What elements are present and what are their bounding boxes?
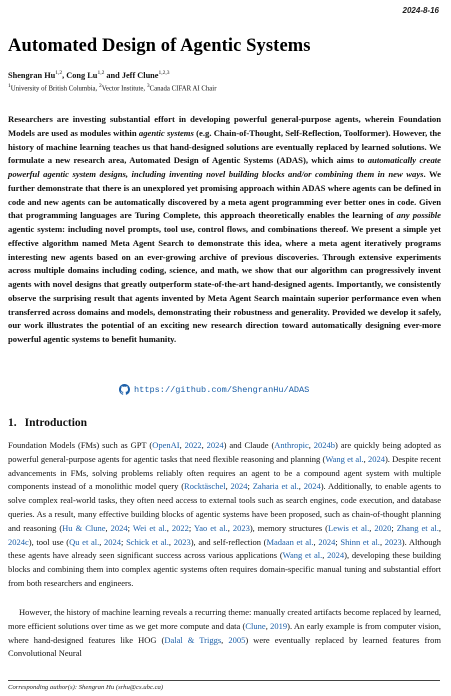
citation-link[interactable]: OpenAI bbox=[152, 440, 180, 450]
body-text: ; bbox=[188, 522, 194, 533]
body-text: ) were eventually replaced by learned features from Convolutional Neural bbox=[8, 634, 441, 659]
abstract-emphasis: automatically create powerful agentic system designs, including inventing novel building blocks and/or combining them in new ways bbox=[8, 155, 441, 179]
body-text: ; bbox=[127, 522, 133, 533]
citation-link[interactable]: 2024 bbox=[367, 453, 385, 464]
body-text: However, the history of machine learning reveals a recurring theme: manually created artifacts become replaced by learned, more efficient solutions over time as we get more compute and data ( bbox=[8, 607, 441, 631]
body-text: ), tool use ( bbox=[28, 536, 70, 547]
citation-link[interactable]: Wang et al. bbox=[282, 550, 323, 561]
author-name: Jeff Clune bbox=[121, 70, 159, 80]
corresponding-author-note: Corresponding author(s): Shengran Hu (srhu@cs.ubc.ca) bbox=[8, 684, 164, 691]
body-text: , bbox=[105, 522, 111, 533]
citation-link[interactable]: 2019 bbox=[270, 620, 288, 631]
citation-link[interactable]: 2023 bbox=[173, 536, 191, 547]
body-text: , bbox=[308, 440, 314, 450]
author-name: Cong Lu bbox=[66, 70, 98, 80]
repo-url[interactable]: https://github.com/ShengranHu/ADAS bbox=[134, 384, 310, 395]
citation-link[interactable]: Shinn et al. bbox=[340, 536, 380, 547]
citation-link[interactable]: Schick et al. bbox=[126, 536, 169, 547]
body-text: , bbox=[265, 620, 271, 631]
affiliation: University of British Columbia bbox=[10, 85, 96, 93]
citation-link[interactable]: 2024 bbox=[327, 550, 345, 561]
citation-link[interactable]: 2024 bbox=[110, 522, 128, 533]
citation-link[interactable]: Zhang et al. bbox=[396, 522, 439, 533]
body-text: , bbox=[322, 550, 328, 561]
footer-divider bbox=[8, 680, 440, 681]
body-text: , bbox=[201, 440, 207, 450]
body-text: ), memory structures ( bbox=[249, 522, 329, 533]
citation-link[interactable]: 2023 bbox=[384, 536, 402, 547]
date-stamp: 2024-8-16 bbox=[402, 6, 439, 15]
citation-link[interactable]: Anthropic bbox=[274, 440, 309, 450]
abstract-text: (e.g. Chain-of-Thought, Self-Reflection, Toolformer). However, the history of machine learning teaches us that hand-designed solutions are eventually replaced by learned solutions. We formulate a new research area, Automated Design of Agentic Systems (ADAS), which aims to bbox=[8, 127, 441, 166]
body-text: , bbox=[313, 536, 319, 547]
citation-link[interactable]: Wei et al. bbox=[132, 522, 167, 533]
body-text: ; bbox=[121, 536, 127, 547]
body-text: , bbox=[225, 481, 231, 492]
body-text: , bbox=[179, 440, 185, 450]
citation-link[interactable]: 2024 bbox=[303, 481, 321, 492]
body-text: , bbox=[363, 453, 368, 464]
body-text: , bbox=[298, 481, 304, 492]
citation-link[interactable]: 2022 bbox=[184, 440, 202, 450]
affiliation-list: $^1$University of British Columbia, $^2$Vector Institute, $^3$Canada CIFAR AI Chair bbox=[8, 83, 217, 93]
affil-sup: 2 bbox=[98, 83, 102, 89]
intro-paragraph-1 bbox=[8, 439, 441, 591]
body-text: ; bbox=[247, 481, 253, 492]
body-text: ). An early example is from computer vision, where hand-designed features like HOG ( bbox=[8, 620, 442, 645]
affil-sup: 3 bbox=[146, 83, 150, 89]
body-text: , bbox=[379, 536, 385, 547]
body-text: ), and self-reflection ( bbox=[190, 536, 267, 547]
body-text: , bbox=[166, 522, 172, 533]
intro-paragraph-2 bbox=[8, 606, 441, 661]
citation-link[interactable]: Zaharia et al. bbox=[252, 481, 299, 492]
body-text: ; bbox=[335, 536, 341, 547]
body-text: Foundation Models (FMs) such as GPT ( bbox=[8, 440, 153, 450]
repo-link[interactable] bbox=[119, 384, 309, 395]
citation-link[interactable]: 2024 bbox=[318, 536, 336, 547]
citation-link[interactable]: Dalal & Triggs bbox=[164, 634, 222, 645]
body-text: ) and Claude ( bbox=[223, 440, 275, 450]
paper-title: Automated Design of Agentic Systems bbox=[8, 36, 311, 56]
citation-link[interactable]: 2005 bbox=[228, 634, 246, 645]
section-title: Introduction bbox=[24, 417, 88, 429]
body-text: , bbox=[369, 522, 375, 533]
abstract-text: Researchers are investing substantial effort in developing powerful general-purpose agents, wherein Foundation Models are used as modules within bbox=[8, 114, 441, 138]
citation-link[interactable]: 2020 bbox=[374, 522, 392, 533]
author-affil-sup: 1,2 bbox=[97, 70, 105, 76]
body-text: ; bbox=[391, 522, 397, 533]
abstract-emphasis: agentic systems bbox=[138, 127, 194, 138]
citation-link[interactable]: 2024c bbox=[8, 536, 29, 547]
citation-link[interactable]: 2024 bbox=[206, 440, 224, 450]
author-affil-sup: 1,2 bbox=[55, 70, 63, 76]
citation-link[interactable]: 2024 bbox=[104, 536, 122, 547]
body-text: ). Despite recent advancements in FMs, solving problems reliably often requires an agent to be a compound agent system with multiple components instead of a monolithic model query ( bbox=[8, 453, 441, 492]
body-text: ). Although these agents have already seen significant success across various applications ( bbox=[8, 536, 441, 561]
body-text: ). Additionally, to enable agents to solve complex real-world tasks, they often need access to external tools such as search engines, code execution, and database queries. As a result, many effective building blocks of agentic systems have been proposed, such as chain-of-thought planning and reasoning ( bbox=[8, 481, 441, 533]
body-text: , bbox=[438, 522, 441, 533]
abstract-emphasis: any possible bbox=[396, 210, 441, 221]
body-text: , bbox=[221, 634, 229, 645]
section-number: 1. bbox=[8, 417, 17, 429]
author-name: Shengran Hu bbox=[8, 70, 56, 80]
citation-link[interactable]: Rocktäschel bbox=[184, 481, 226, 492]
author-list: Shengran Hu$^{1,2}$, Cong Lu$^{1,2}$ and Jeff Clune$^{1,2,3}$ bbox=[8, 70, 170, 80]
affiliation: Vector Institute bbox=[101, 85, 144, 93]
citation-link[interactable]: Lewis et al. bbox=[328, 522, 370, 533]
abstract-text: agentic system: including novel prompts, tool use, control flows, and combinations thereof. We present a simple yet effective algorithm named Meta Agent Search to demonstrate this idea, where a meta agent iteratively programs interesting new agents based on an ever-growing archive of previous discoveries. Through extensive experiments across multiple domains including coding, science, and math, we show that our algorithm can progressively invent agents with novel designs that greatly outperform state-of-the-art hand-designed agents. Importantly, we consistently observe the surprising result that agents invented by Meta Agent Search maintain superior performance even when transferred across domains and models, demonstrating their robustness and generality. Provided we develop it safely, our work illustrates the potential of an exciting new research direction toward automatically designing ever-more powerful agentic systems to benefit humanity. bbox=[8, 224, 441, 344]
github-icon bbox=[119, 384, 130, 395]
affil-sup: 1 bbox=[8, 83, 11, 89]
affiliation: Canada CIFAR AI Chair bbox=[149, 85, 217, 93]
body-text: , bbox=[227, 522, 233, 533]
abstract bbox=[8, 113, 441, 347]
body-text: ), developing these building blocks and combining them into complex agentic systems often requires domain-specific manual tuning and substantial effort from both researchers and engineers. bbox=[8, 550, 441, 588]
body-text: ) are quickly being adopted as powerful general-purpose agents for agentic tasks that need flexible reasoning and planning ( bbox=[8, 440, 442, 464]
body-text: , bbox=[168, 536, 174, 547]
citation-link[interactable]: Clune bbox=[245, 620, 266, 631]
citation-link[interactable]: 2024 bbox=[230, 481, 248, 492]
citation-link[interactable]: Hu & Clune bbox=[62, 522, 106, 533]
citation-link[interactable]: Qu et al. bbox=[69, 536, 100, 547]
citation-link[interactable]: Yao et al. bbox=[193, 522, 228, 533]
citation-link[interactable]: Wang et al. bbox=[325, 453, 364, 464]
author-affil-sup: 1,2,3 bbox=[158, 70, 170, 76]
citation-link[interactable]: 2024b bbox=[313, 440, 336, 450]
body-text: , bbox=[99, 536, 105, 547]
citation-link[interactable]: 2023 bbox=[232, 522, 250, 533]
citation-link[interactable]: Madaan et al. bbox=[266, 536, 314, 547]
citation-link[interactable]: 2022 bbox=[171, 522, 189, 533]
section-heading bbox=[8, 417, 87, 429]
abstract-text: . We further demonstrate that there is an unexplored yet promising approach within ADAS where agents can be defined in code and new agents can be automatically discovered by a meta agent programming ever better ones in code. Given that programming languages are Turing Complete, this approach theoretically enables the learning of bbox=[8, 169, 441, 221]
